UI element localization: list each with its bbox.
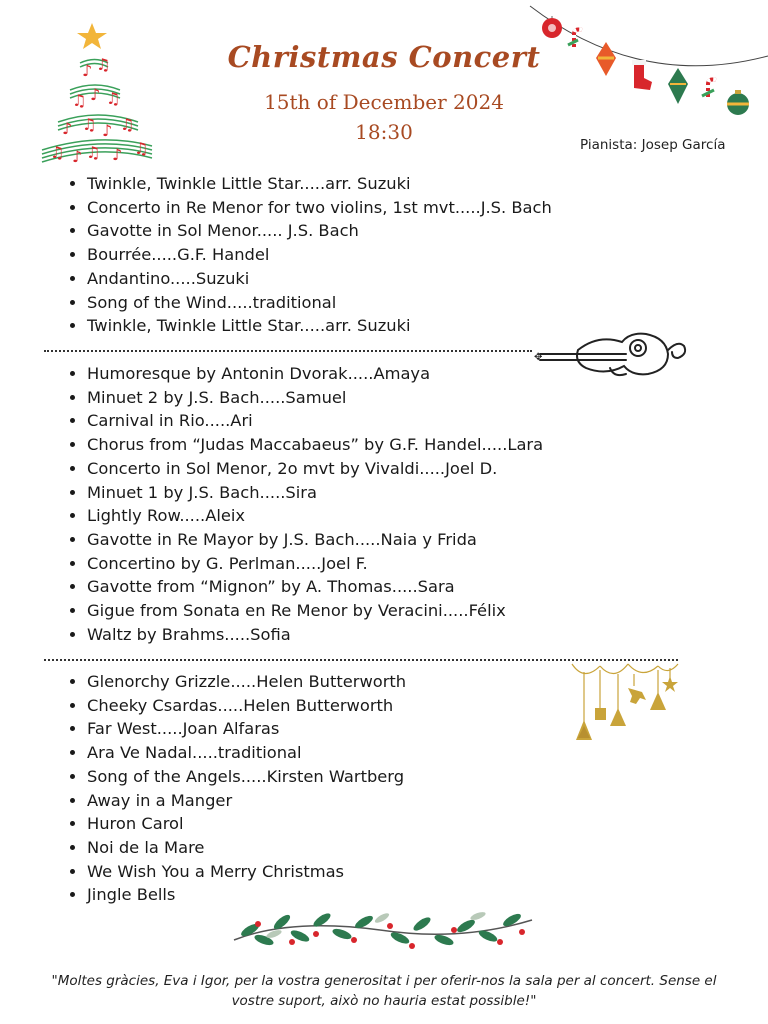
svg-text:♫: ♫ (72, 91, 87, 110)
program-item: • Twinkle, Twinkle Little Star.....arr. Suzuki (87, 314, 552, 338)
svg-text:♫: ♫ (120, 115, 135, 134)
program-item: • Twinkle, Twinkle Little Star.....arr. Suzuki (87, 172, 552, 196)
svg-text:♪: ♪ (82, 61, 93, 80)
svg-text:♫: ♫ (82, 115, 97, 134)
svg-text:♫: ♫ (96, 55, 111, 74)
program-item: • Minuet 1 by J.S. Bach.....Sira (87, 481, 543, 505)
program-item: • Gigue from Sonata en Re Menor by Veracini.....Félix (87, 599, 543, 623)
pianist-credit: Pianista: Josep García (580, 137, 726, 153)
svg-text:♪: ♪ (62, 119, 73, 138)
program-item: • Humoresque by Antonin Dvorak.....Amaya (87, 362, 543, 386)
program-item: • We Wish You a Merry Christmas (87, 860, 406, 884)
program-item: • Bourrée.....G.F. Handel (87, 243, 552, 267)
program-item: • Concerto in Sol Menor, 2o mvt by Vivaldi.....Joel D. (87, 457, 543, 481)
concert-title: Christmas Concert (227, 40, 541, 74)
program-item: • Cheeky Csardas.....Helen Butterworth (87, 694, 406, 718)
program-item: • Huron Carol (87, 812, 406, 836)
program-section-1 (63, 172, 552, 338)
program-item: • Gavotte in Re Mayor by J.S. Bach.....Naia y Frida (87, 528, 543, 552)
program-item: • Chorus from “Judas Maccabaeus” by G.F. Handel.....Lara (87, 433, 543, 457)
program-item: • Noi de la Mare (87, 836, 406, 860)
program-item: • Carnival in Rio.....Ari (87, 409, 543, 433)
program-item: • Andantino.....Suzuki (87, 267, 552, 291)
program-section-3 (63, 670, 406, 907)
program-item: • Concertino by G. Perlman.....Joel F. (87, 552, 543, 576)
program-item: • Waltz by Brahms.....Sofia (87, 623, 543, 647)
svg-text:♪: ♪ (102, 121, 113, 140)
program-item: • Song of the Wind.....traditional (87, 291, 552, 315)
program-item: • Jingle Bells (87, 883, 406, 907)
program-section-2 (63, 362, 543, 646)
svg-text:♪: ♪ (90, 85, 101, 104)
svg-text:♫: ♫ (50, 143, 65, 162)
hanging-gold-ornaments-icon (570, 660, 682, 744)
svg-text:✥: ✥ (534, 352, 543, 363)
svg-text:♪: ♪ (112, 145, 123, 164)
program-item: • Lightly Row.....Aleix (87, 504, 543, 528)
violin-icon (526, 324, 690, 384)
program-item: • Glenorchy Grizzle.....Helen Butterworth (87, 670, 406, 694)
section-divider (44, 350, 532, 352)
svg-text:♫: ♫ (106, 89, 121, 108)
program-item: • Gavotte from “Mignon” by A. Thomas.....Sara (87, 575, 543, 599)
program-item: • Minuet 2 by J.S. Bach.....Samuel (87, 386, 543, 410)
program-item: • Song of the Angels.....Kirsten Wartberg (87, 765, 406, 789)
program-item: • Ara Ve Nadal.....traditional (87, 741, 406, 765)
concert-date: 15th of December 2024 (264, 90, 504, 114)
program-item: • Away in a Manger (87, 789, 406, 813)
program-item: • Concerto in Re Menor for two violins, 1st mvt.....J.S. Bach (87, 196, 552, 220)
concert-time: 18:30 (355, 120, 413, 144)
svg-text:♪: ♪ (72, 147, 83, 166)
holly-branch-icon (230, 908, 536, 952)
thank-you-note: "Moltes gràcies, Eva i Igor, per la vostra generositat i per oferir-nos la sala per al concert. Sense el vostre suport, això no hauria estat possible!" (51, 973, 717, 1009)
program-item: • Far West.....Joan Alfaras (87, 717, 406, 741)
program-item: • Gavotte in Sol Menor..... J.S. Bach (87, 219, 552, 243)
svg-text:♫: ♫ (86, 143, 101, 162)
svg-text:♫: ♫ (134, 139, 149, 158)
